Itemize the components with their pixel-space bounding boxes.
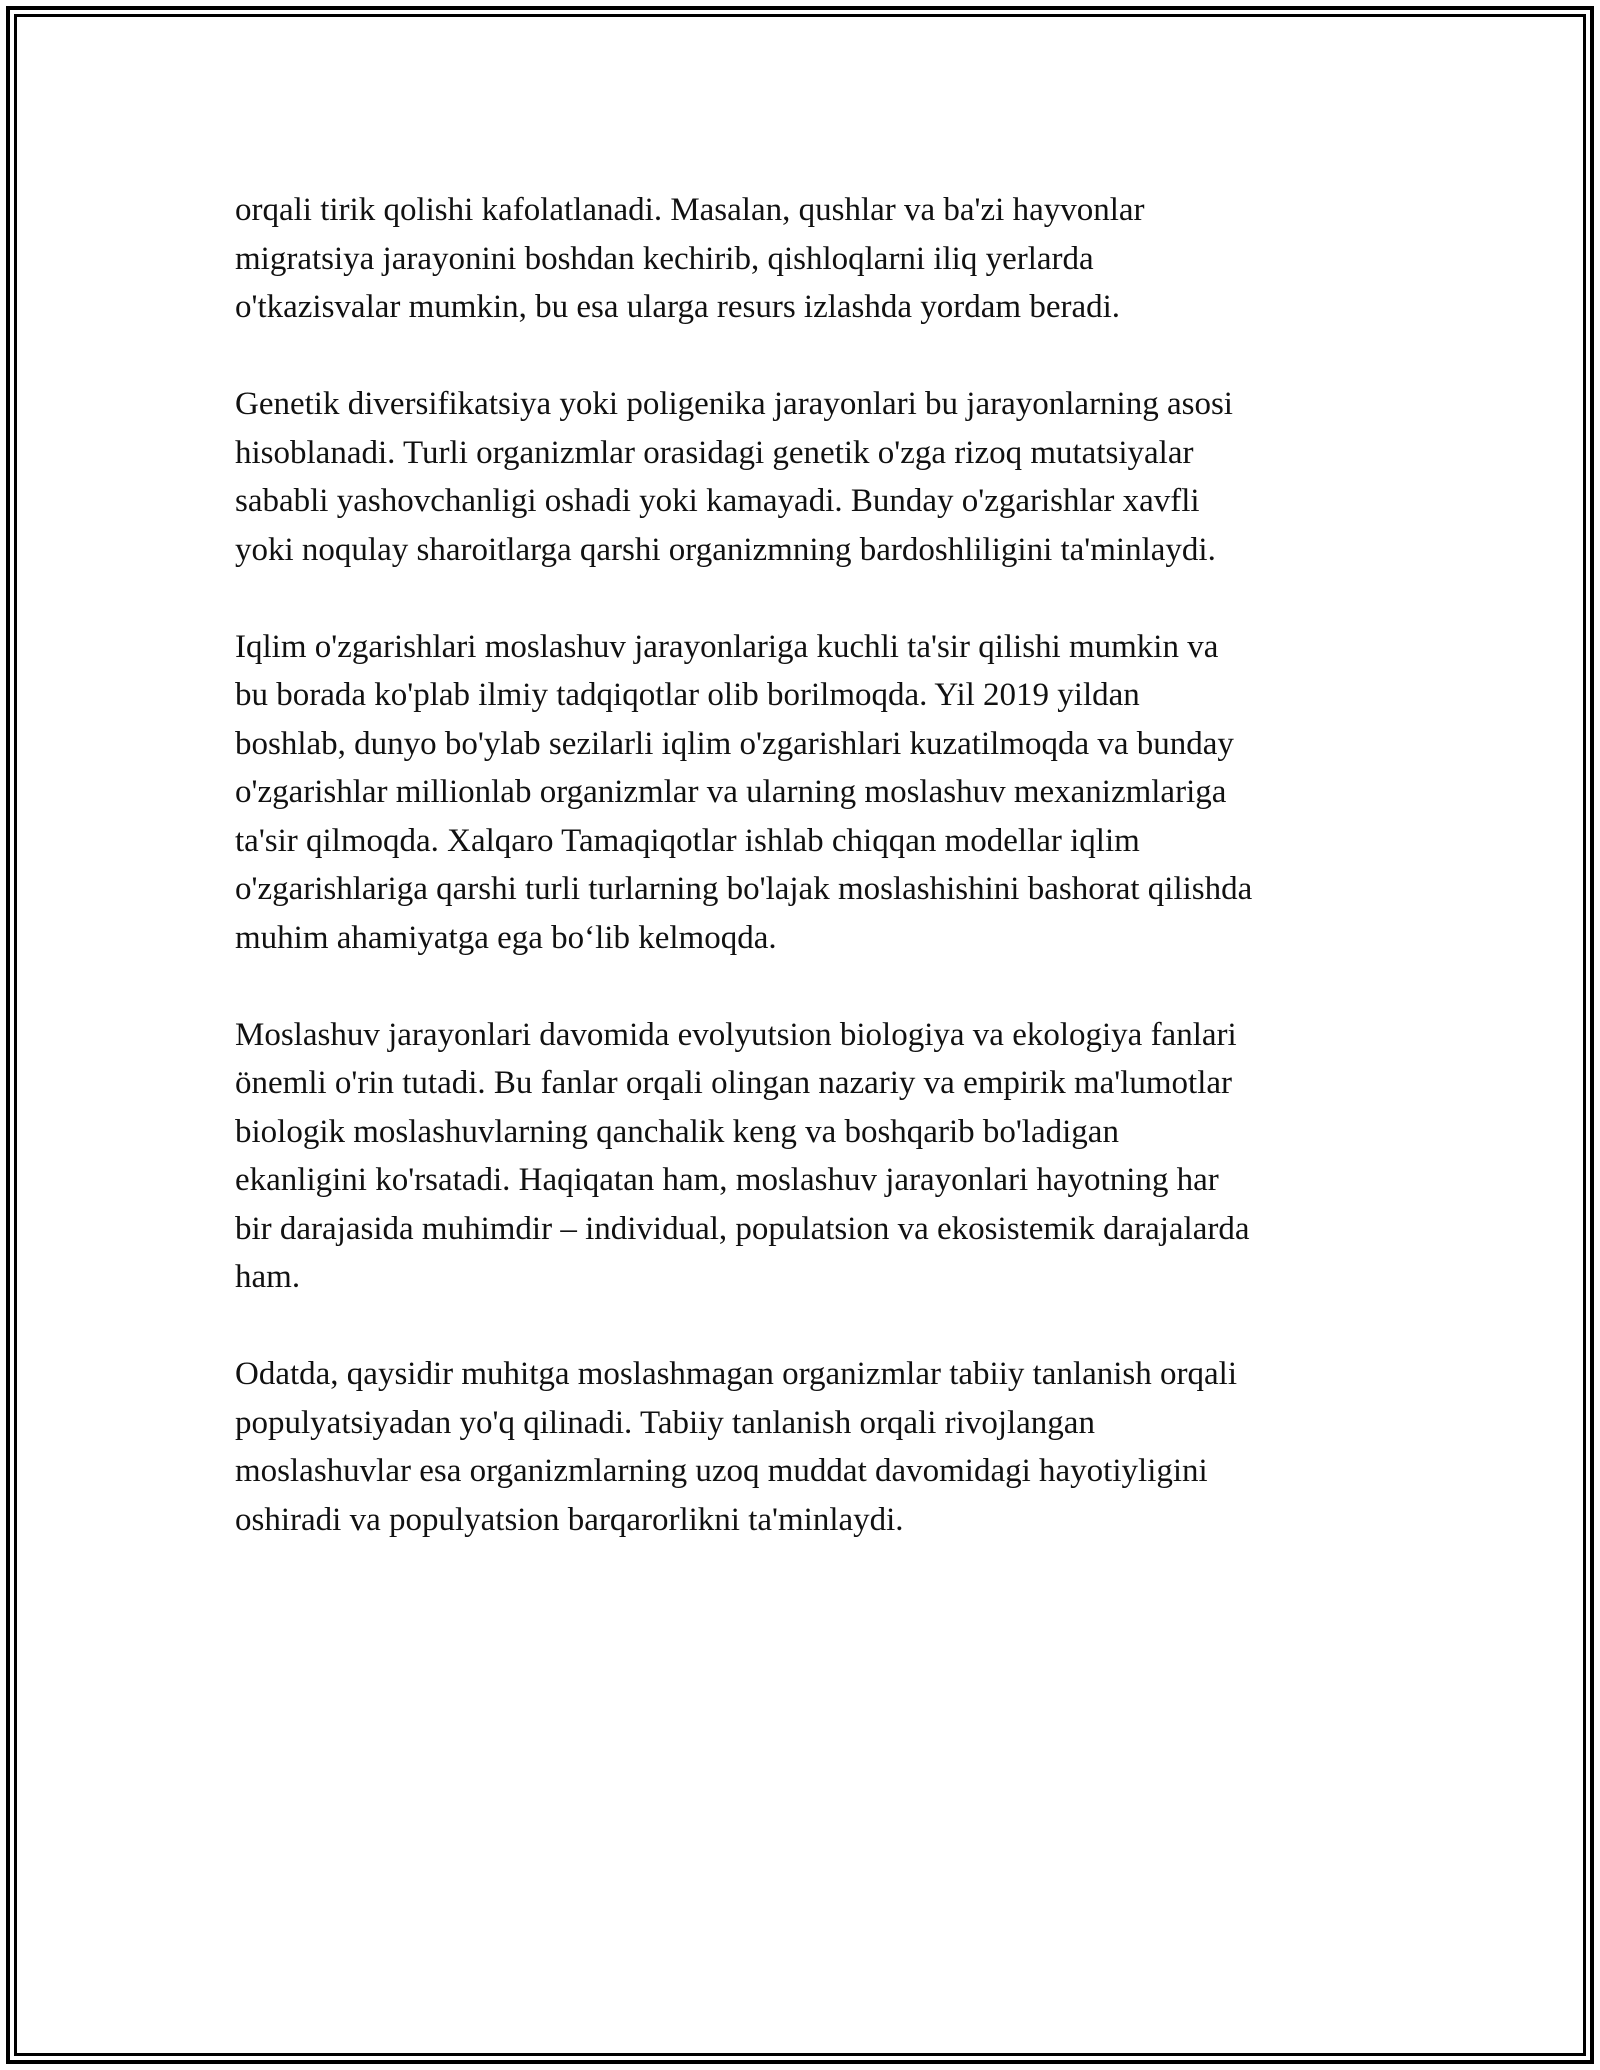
text-line: populyatsiyadan yo'q qilinadi. Tabiiy tanlanish orqali rivojlangan [235,1404,1095,1441]
text-line: hisoblanadi. Turli organizmlar orasidagi genetik o'zga rizoq mutatsiyalar [235,434,1194,471]
text-line: önemli o'rin tutadi. Bu fanlar orqali olingan nazariy va empirik ma'lumotlar [235,1065,1233,1101]
text-line: oshiradi va populyatsion barqarorlikni ta'minlaydi. [235,1501,904,1538]
text-line: muhim ahamiyatga ega bo‘lib kelmoqda. [235,919,777,956]
text-line: orqali tirik qolishi kafolatlanadi. Masalan, qushlar va ba'zi hayvonlar [235,192,1145,228]
paragraph-3 [235,623,1395,963]
text-line: ta'sir qilmoqda. Xalqaro Tamaqiqotlar ishlab chiqqan modellar iqlim [235,822,1140,859]
text-line: Moslashuv jarayonlari davomida evolyutsion biologiya va ekologiya fanlari [235,1016,1237,1053]
text-line: o'zgarishlar millionlab organizmlar va ularning moslashuv mexanizmlariga [235,774,1227,810]
paragraph-5 [235,1350,1395,1544]
paragraph-1 [235,186,1395,332]
text-line: Iqlim o'zgarishlari moslashuv jarayonlariga kuchli ta'sir qilishi mumkin va [235,628,1219,665]
text-line: sababli yashovchanligi oshadi yoki kamayadi. Bunday o'zgarishlar xavfli [235,483,1200,519]
paragraph-2 [235,380,1395,574]
text-line: biologik moslashuvlarning qanchalik keng va boshqarib bo'ladigan [235,1113,1119,1150]
text-line: ekanligini ko'rsatadi. Haqiqatan ham, moslashuv jarayonlari hayotning har [235,1162,1219,1198]
text-line: o'zgarishlariga qarshi turli turlarning bo'lajak moslashishini bashorat qilishda [235,871,1253,907]
document-body [235,186,1395,1593]
text-line: yoki noqulay sharoitlarga qarshi organizmning bardoshliligini ta'minlaydi. [235,531,1216,568]
text-line: migratsiya jarayonini boshdan kechirib, qishloqlarni iliq yerlarda [235,240,1094,277]
text-line: bir darajasida muhimdir – individual, populatsion va ekosistemik darajalarda [235,1210,1250,1247]
text-line: moslashuvlar esa organizmlarning uzoq muddat davomidagi hayotiyligini [235,1453,1208,1489]
paragraph-4 [235,1011,1395,1302]
text-line: bu borada ko'plab ilmiy tadqiqotlar olib borilmoqda. Yil 2019 yildan [235,677,1140,713]
text-line: Genetik diversifikatsiya yoki poligenika jarayonlari bu jarayonlarning asosi [235,386,1233,422]
text-line: ham. [235,1259,301,1295]
text-line: boshlab, dunyo bo'ylab sezilarli iqlim o'zgarishlari kuzatilmoqda va bunday [235,725,1234,762]
text-line: o'tkazisvalar mumkin, bu esa ularga resurs izlashda yordam beradi. [235,289,1121,325]
text-line: Odatda, qaysidir muhitga moslashmagan organizmlar tabiiy tanlanish orqali [235,1356,1237,1392]
